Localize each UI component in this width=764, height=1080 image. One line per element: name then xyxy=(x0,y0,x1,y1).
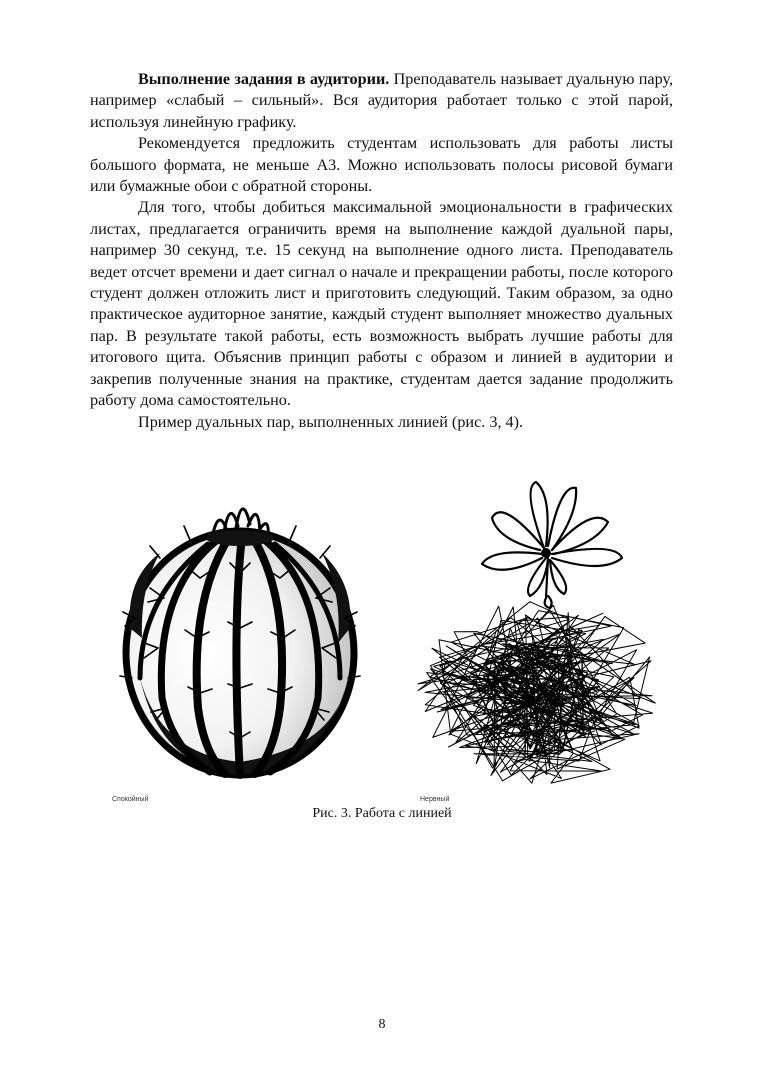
paragraph-2: Рекомендуется предложить студентам использовать для работы листы большого формата, не меньше А3. Можно использовать полосы рисовой бумаги или бумажные обои с обратной стороны. xyxy=(90,134,673,196)
nervous-scribble-drawing xyxy=(412,478,670,788)
page-number: 8 xyxy=(378,1017,386,1032)
figure-caption: Рис. 3. Работа с линией xyxy=(312,806,452,821)
paragraph-4: Пример дуальных пар, выполненных линией (рис. 3, 4). xyxy=(138,412,524,431)
body-text xyxy=(90,69,673,433)
paragraph-1 xyxy=(90,69,673,133)
paragraph-1-text: Преподаватель называет дуальную пару, например «слабый – сильный». Вся аудитория работает только с этой парой, используя линейную графику. xyxy=(90,70,673,131)
paragraph-1-lead: Выполнение задания в аудитории. xyxy=(138,70,390,88)
paragraph-3: Для того, чтобы добиться максимальной эмоциональности в графических листах, предлагается ограничить время на выполнение каждой дуальной пары, например 30 секунд, т.е. 15 секунд на выполнение одного листа. Преподаватель ведет отсчет времени и дает сигнал о начале и прекращении работы, после которого студент должен отложить лист и приготовить следующий. Таким образом, за одно практическое аудиторное занятие, каждый студент выполняет множество дуальных пар. В результате такой работы, есть возможность выбрать лучшие работы для итогового щита. Объяснив принцип работы с образом и линией в аудитории и закрепив полученные знания на практике, студентам дается задание продолжить работу дома самостоятельно. xyxy=(90,198,673,410)
calm-cactus-drawing xyxy=(100,478,375,788)
label-nervous: Нервный xyxy=(420,796,450,803)
label-calm: Спокойный xyxy=(112,796,149,803)
figure-3 xyxy=(100,478,670,808)
